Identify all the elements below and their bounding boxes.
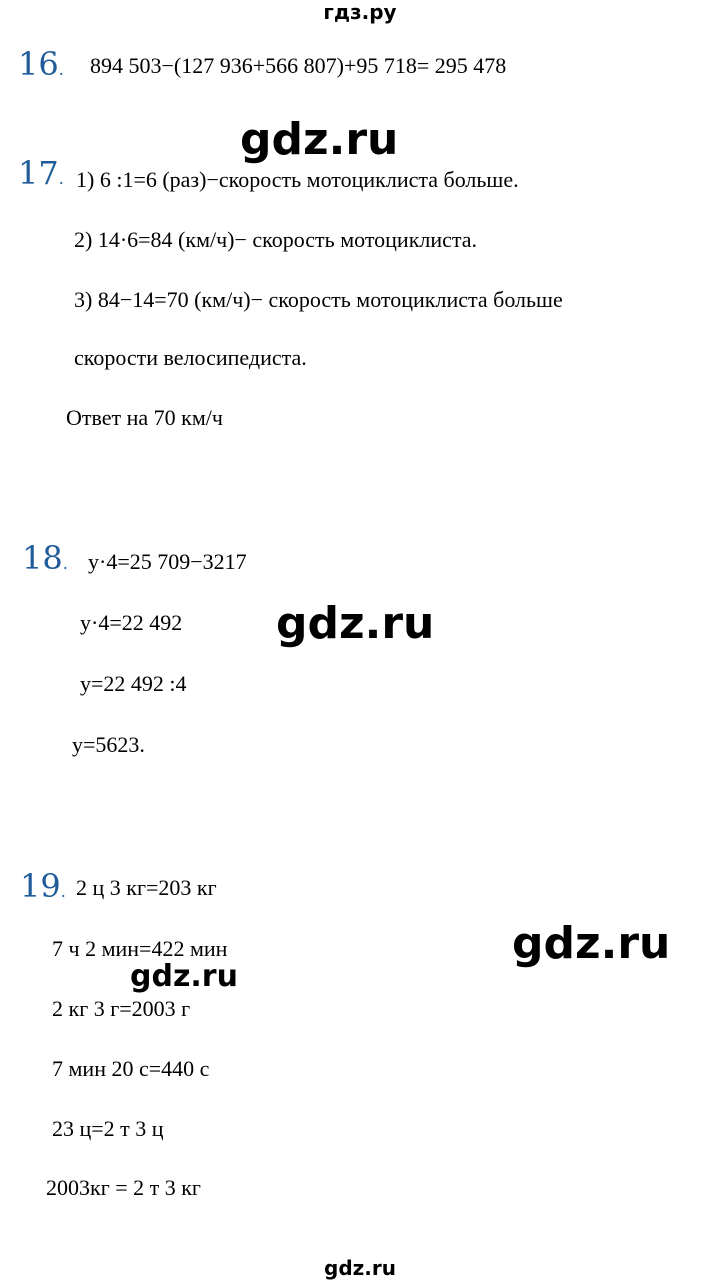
- task-19-line-1: 2 ц 3 кг=203 кг: [76, 875, 217, 900]
- task-number-19: 19.: [20, 867, 66, 905]
- task-18-line-1: у·4=25 709−3217: [88, 549, 247, 574]
- task-19-line-5: 23 ц=2 т 3 ц: [52, 1116, 164, 1141]
- watermark: gdz.ru: [512, 918, 671, 969]
- task-19-line-3: 2 кг 3 г=2003 г: [52, 996, 191, 1021]
- task-19-line-2: 7 ч 2 мин=422 мин: [52, 936, 228, 961]
- task-17-answer: Ответ на 70 км/ч: [66, 405, 223, 430]
- task-18-line-4: у=5623.: [72, 732, 145, 757]
- task-17-line-4: скорости велосипедиста.: [74, 345, 307, 370]
- task-19-line-4: 7 мин 20 с=440 с: [52, 1056, 210, 1081]
- task-18-line-3: у=22 492 :4: [80, 671, 187, 696]
- task-number-18: 18.: [22, 539, 68, 577]
- task-17-line-2: 2) 14·6=84 (км/ч)− скорость мотоциклиста.: [74, 227, 478, 252]
- task-16-line-1: 894 503−(127 936+566 807)+95 718= 295 478: [90, 53, 507, 78]
- task-17-line-1: 1) 6 :1=6 (раз)−скорость мотоциклиста больше.: [76, 167, 519, 192]
- watermark: gdz.ru: [276, 598, 435, 649]
- task-number-16: 16.: [18, 45, 64, 83]
- watermark: gdz.ru: [130, 959, 238, 994]
- watermark: gdz.ru: [240, 114, 399, 165]
- task-19-line-6: 2003кг = 2 т 3 кг: [46, 1175, 201, 1200]
- task-18-line-2: у·4=22 492: [80, 610, 183, 635]
- task-number-17: 17.: [18, 154, 64, 192]
- site-footer: gdz.ru: [324, 1256, 396, 1280]
- site-header: гдз.ру: [323, 0, 397, 24]
- task-17-line-3: 3) 84−14=70 (км/ч)− скорость мотоциклиста больше: [74, 287, 563, 312]
